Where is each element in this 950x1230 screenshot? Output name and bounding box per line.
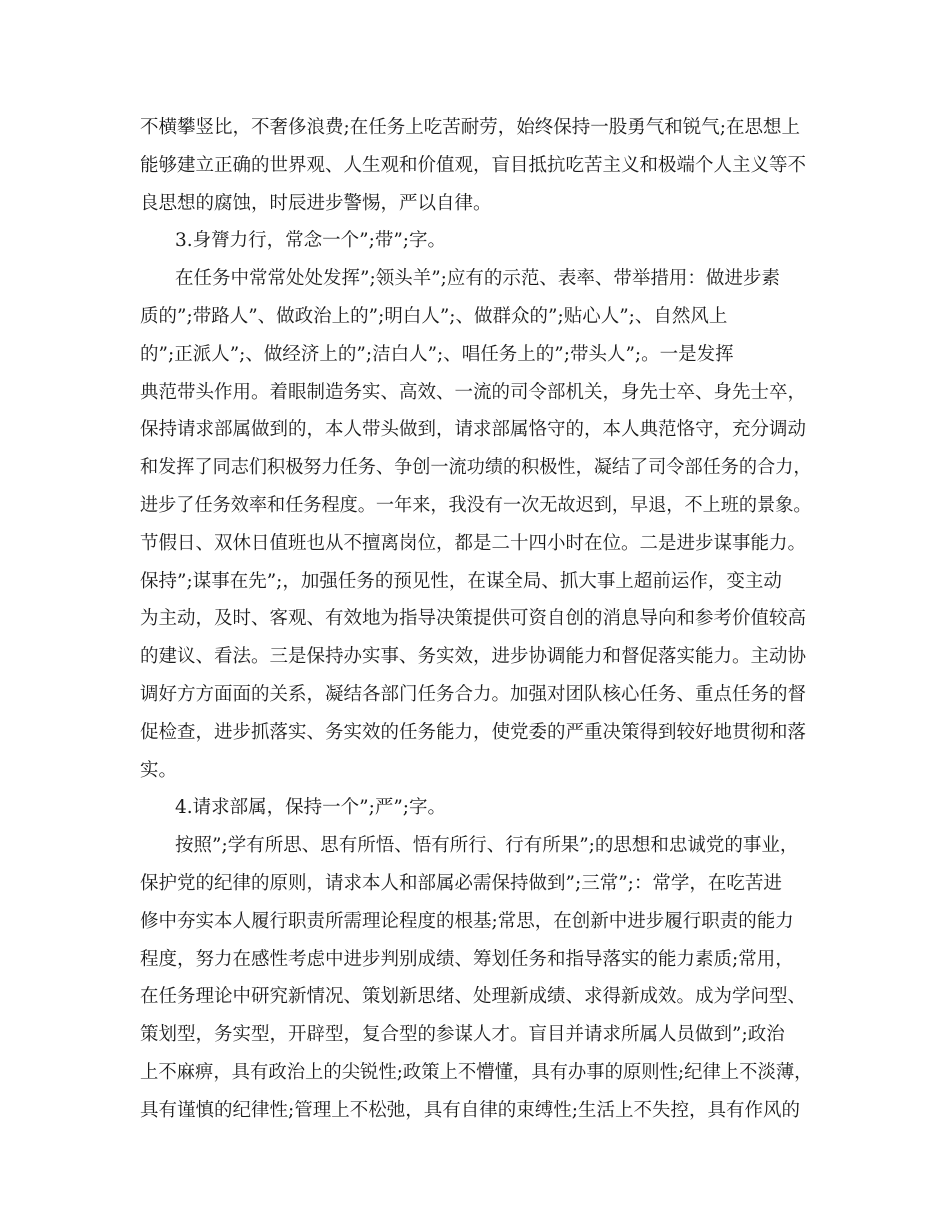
- text-line: 3.身膂力行，常念一个”;带”;字。: [175, 230, 447, 251]
- text-line: 的建议、看法。三是保持办实事、务实效，进步协调能力和督促落实能力。主动协: [140, 646, 807, 667]
- text-line: 的”;正派人”;、做经济上的”;洁白人”;、唱任务上的”;带头人”;。一是发挥: [140, 344, 734, 365]
- text-line: 按照”;学有所思、思有所悟、悟有所行、行有所果”;的思想和忠诚党的事业，: [175, 835, 799, 856]
- text-line: 4.请求部属，保持一个”;严”;字。: [175, 797, 447, 818]
- text-line: 能够建立正确的世界观、人生观和价值观，盲目抵抗吃苦主义和极端个人主义等不: [140, 155, 807, 176]
- text-line: 上不麻痹，具有政治上的尖锐性;政策上不懵懂，具有办事的原则性;纪律上不淡薄，: [140, 1062, 813, 1083]
- text-line: 策划型，务实型，开辟型，复合型的参谋人才。盲目并请求所属人员做到”;政治: [140, 1024, 785, 1045]
- text-line: 在任务理论中研究新情况、策划新思绪、处理新成绩、求得新成效。成为学问型、: [140, 986, 807, 1007]
- text-line: 程度，努力在感性考虑中进步判别成绩、筹划任务和指导落实的能力素质;常用，: [140, 949, 794, 970]
- text-line: 具有谨慎的纪律性;管理上不松弛，具有自律的束缚性;生活上不失控，具有作风的: [140, 1100, 800, 1121]
- text-line: 质的”;带路人”、做政治上的”;明白人”;、做群众的”;贴心人”;、自然风上: [140, 306, 728, 327]
- text-line: 保护党的纪律的原则，请求本人和部属必需保持做到”;三常”;：常学，在吃苦进: [140, 873, 782, 894]
- text-line: 促检查，进步抓落实、务实效的任务能力，使党委的严重决策得到较好地贯彻和落: [140, 722, 807, 743]
- text-line: 良思想的腐蚀，时辰进步警惕，严以自律。: [140, 193, 492, 214]
- text-line: 节假日、双休日值班也从不擅离岗位，都是二十四小时在位。二是进步谋事能力。: [140, 533, 807, 554]
- text-line: 保持”;谋事在先”;，加强任务的预见性，在谋全局、抓大事上超前运作，变主动: [140, 571, 782, 592]
- text-line: 不横攀竖比，不奢侈浪费;在任务上吃苦耐劳，始终保持一股勇气和锐气;在思想上: [140, 117, 800, 138]
- text-line: 在任务中常常处处发挥”;领头羊”;应有的示范、表率、带举措用：做进步素: [175, 268, 780, 289]
- text-line: 调好方方面面的关系，凝结各部门任务合力。加强对团队核心任务、重点任务的督: [140, 684, 807, 705]
- text-line: 实。: [140, 760, 178, 781]
- text-line: 为主动，及时、客观、有效地为指导决策提供可资自创的消息导向和参考价值较高: [140, 608, 807, 629]
- text-line: 典范带头作用。着眼制造务实、高效、一流的司令部机关，身先士卒、身先士卒，: [140, 382, 807, 403]
- text-line: 保持请求部属做到的，本人带头做到，请求部属恪守的，本人典范恪守，充分调动: [140, 419, 807, 440]
- text-line: 和发挥了同志们积极努力任务、争创一流功绩的积极性，凝结了司令部任务的合力，: [140, 457, 812, 478]
- text-line: 进步了任务效率和任务程度。一年来，我没有一次无故迟到，早退，不上班的景象。: [140, 495, 812, 516]
- text-line: 修中夯实本人履行职责所需理论程度的根基;常思，在创新中进步履行职责的能力: [140, 911, 794, 932]
